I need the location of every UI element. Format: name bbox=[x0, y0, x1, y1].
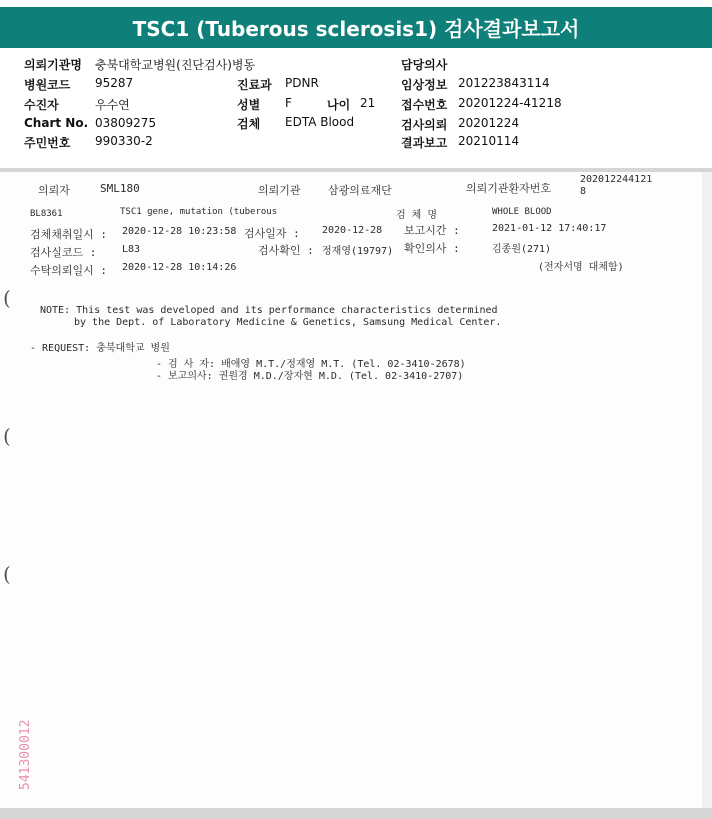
inst-patno-value-1: 202012244121 bbox=[580, 174, 653, 185]
report-title-bar bbox=[0, 7, 712, 48]
scan-specimen-value: WHOLE BLOOD bbox=[492, 207, 552, 217]
attending-label: 담당의사 bbox=[401, 58, 448, 72]
id-label: 주민번호 bbox=[24, 136, 71, 150]
specimen-label: 검체 bbox=[237, 117, 261, 131]
test-name: TSC1 gene, mutation (tuberous bbox=[120, 207, 278, 217]
clinical-value: 201223843114 bbox=[458, 76, 550, 90]
age-label: 나이 bbox=[327, 98, 351, 112]
confirm-value: 정재영(19797) bbox=[322, 246, 394, 257]
patient-value: 우수연 bbox=[95, 98, 130, 112]
reporter-line: - 보고의사: 권원경 M.D./장자현 M.D. (Tel. 02-3410-2707) bbox=[156, 371, 464, 382]
request-line: - REQUEST: 충북대학교 병원 bbox=[30, 343, 170, 354]
collect-label: 검체채취일시 : bbox=[30, 228, 108, 241]
patient-header bbox=[0, 48, 712, 168]
receive-label: 수탁의뢰일시 : bbox=[30, 264, 108, 277]
report-title: TSC1 (Tuberous sclerosis1) 검사결과보고서 bbox=[132, 17, 580, 41]
reporttime-label: 보고시간 : bbox=[404, 224, 460, 237]
requester-label: 의뢰자 bbox=[38, 184, 70, 197]
request-value: 20201224 bbox=[458, 116, 520, 130]
institution-label: 의뢰기관명 bbox=[24, 58, 82, 72]
inst-value: 삼광의료재단 bbox=[328, 184, 392, 197]
doctor-label: 확인의사 : bbox=[404, 242, 460, 255]
reporttime-value: 2021-01-12 17:40:17 bbox=[492, 223, 607, 234]
sex-label: 성별 bbox=[237, 98, 261, 112]
side-stamp-number: 541300012 bbox=[18, 719, 33, 790]
id-value: 990330-2 bbox=[95, 134, 153, 148]
dept-value: PDNR bbox=[285, 76, 319, 90]
request-label: 검사의뢰 bbox=[401, 118, 448, 132]
sex-value: F bbox=[285, 96, 292, 110]
note-line-2: by the Dept. of Laboratory Medicine & Genetics, Samsung Medical Center. bbox=[74, 317, 502, 328]
labcode-label: 검사실코드 : bbox=[30, 246, 97, 259]
hospital-code-label: 병원코드 bbox=[24, 78, 71, 92]
inst-patno-label: 의뢰기관환자번호 bbox=[466, 182, 552, 195]
labcode-value: L83 bbox=[122, 244, 141, 255]
scanned-report bbox=[0, 172, 702, 808]
chart-label: Chart No. bbox=[24, 116, 89, 130]
requester-value: SML180 bbox=[100, 182, 140, 195]
vertical-scrollbar[interactable] bbox=[702, 172, 712, 808]
receipt-value: 20201224-41218 bbox=[458, 96, 562, 110]
test-code: BL8361 bbox=[30, 209, 63, 219]
punch-hole-mark: ( bbox=[3, 286, 11, 310]
confirm-label: 검사확인 : bbox=[258, 244, 314, 257]
report-date-value: 20210114 bbox=[458, 134, 520, 148]
age-value: 21 bbox=[360, 96, 376, 110]
doctor-value: 김종원(271) bbox=[492, 244, 552, 255]
e-signature-note: (전자서명 대체함) bbox=[538, 262, 624, 273]
chart-value: 03809275 bbox=[95, 116, 157, 130]
patient-label: 수진자 bbox=[24, 98, 59, 112]
punch-hole-mark: ( bbox=[3, 424, 11, 448]
receipt-label: 접수번호 bbox=[401, 98, 448, 112]
inst-label: 의뢰기관 bbox=[258, 184, 301, 197]
collect-value: 2020-12-28 10:23:58 bbox=[122, 226, 237, 237]
dept-label: 진료과 bbox=[237, 78, 272, 92]
clinical-label: 임상정보 bbox=[401, 78, 448, 92]
testdate-value: 2020-12-28 bbox=[322, 225, 383, 236]
report-date-label: 결과보고 bbox=[401, 136, 448, 150]
hospital-code-value: 95287 bbox=[95, 76, 134, 90]
inst-patno-value-2: 8 bbox=[580, 186, 587, 197]
tester-line: - 검 사 자: 배애영 M.T./정재영 M.T. (Tel. 02-3410-2678) bbox=[156, 359, 466, 370]
institution-value: 충북대학교병원(진단검사)병동 bbox=[95, 58, 256, 72]
receive-value: 2020-12-28 10:14:26 bbox=[122, 262, 237, 273]
punch-hole-mark: ( bbox=[3, 562, 11, 586]
bottom-border bbox=[0, 808, 712, 819]
specimen-value: EDTA Blood bbox=[285, 115, 355, 129]
note-line-1: NOTE: This test was developed and its performance characteristics determined bbox=[40, 305, 498, 316]
scan-specimen-label: 검 체 명 bbox=[396, 210, 438, 221]
testdate-label: 검사일자 : bbox=[244, 227, 300, 240]
